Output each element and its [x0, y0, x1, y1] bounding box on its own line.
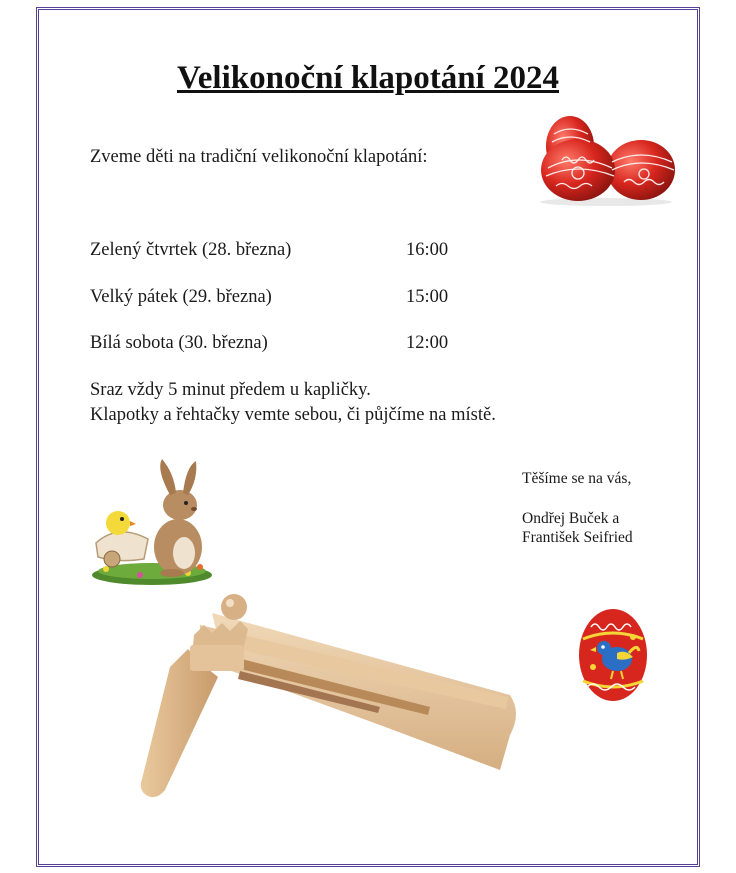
- schedule-day: Velký pátek (29. března): [90, 287, 272, 307]
- schedule-row: [90, 240, 449, 261]
- schedule-time: 12:00: [406, 333, 449, 353]
- intro-text: Zveme děti na tradiční velikonoční klapotání:: [90, 147, 428, 167]
- meeting-note: [90, 378, 496, 428]
- note-line: Sraz vždy 5 minut předem u kapličky.: [90, 380, 371, 400]
- painted-egg-image: [577, 603, 649, 703]
- signature-name: František Seifried: [522, 529, 633, 546]
- schedule-time: 15:00: [406, 287, 449, 307]
- note-line: Klapotky a řehtačky vemte sebou, či půjčíme na místě.: [90, 405, 496, 425]
- schedule-day: Zelený čtvrtek (28. března): [90, 240, 292, 260]
- page-title: Velikonoční klapotání 2024: [176, 60, 560, 96]
- wooden-ratchet-image: [130, 585, 530, 810]
- schedule-day: Bílá sobota (30. března): [90, 333, 268, 353]
- schedule-time: 16:00: [406, 240, 449, 260]
- schedule-row: [90, 287, 449, 308]
- red-easter-eggs-image: [532, 110, 680, 206]
- greeting: Těšíme se na vás,: [522, 470, 632, 487]
- signature-name: Ondřej Buček a: [522, 510, 620, 527]
- easter-bunny-image: [88, 455, 218, 585]
- schedule-row: [90, 333, 449, 354]
